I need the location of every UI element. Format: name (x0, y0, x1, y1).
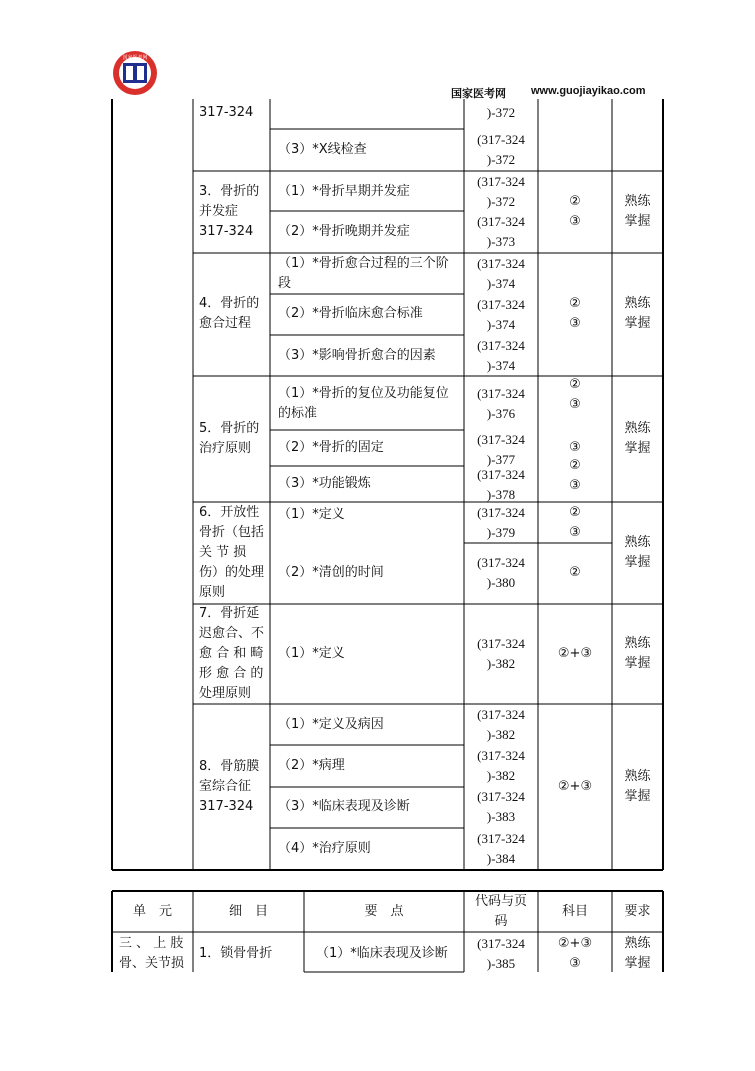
subject-cell: ②+③ ③ (557, 936, 593, 971)
point-cell: （1）*骨折愈合过程的三个阶 段 (278, 256, 449, 291)
code-cell: (317-324 )-376 (477, 386, 525, 421)
detail-cell: 5．骨折的 治疗原则 (199, 421, 260, 456)
code-cell: (317-324 )-385 (477, 936, 525, 971)
code-cell: (317-324 )-382 (477, 636, 525, 671)
code-cell: (317-324 )-372 (477, 174, 525, 209)
point-cell: （2）*骨折临床愈合标准 (278, 306, 423, 321)
detail-cell: 6．开放性 骨折（包括 关 节 损 伤）的处理 原则 (199, 505, 265, 600)
requirement-cell: 熟练 掌握 (624, 535, 651, 570)
requirement-cell: 熟练 掌握 (624, 769, 651, 804)
point-cell: （2）*清创的时间 (278, 565, 384, 580)
point-cell: （4）*治疗原则 (278, 841, 371, 856)
code-cell: (317-324 )-380 (477, 555, 525, 590)
subject-cell: ② ③ (569, 296, 581, 331)
point-cell: （1）*临床表现及诊断 (316, 946, 448, 961)
subject-cell: ② ③ (569, 458, 581, 493)
point-cell: （1）*定义 (278, 507, 345, 522)
code-cell: (317-324 )-374 (477, 338, 525, 373)
point-cell: （3）*临床表现及诊断 (278, 799, 410, 814)
header-code: 代码与页 码 (474, 894, 527, 929)
requirement-cell: 熟练 掌握 (624, 936, 651, 971)
detail-cell: 4．骨折的 愈合过程 (199, 296, 260, 331)
header-unit: 单 元 (132, 904, 172, 919)
subject-cell: ② ③ (569, 505, 581, 540)
subject-cell: ② (569, 565, 581, 580)
subject-cell: ②+③ (557, 646, 593, 661)
site-name: 国家医考网 (451, 87, 506, 100)
point-cell: （1）*定义及病因 (278, 717, 384, 732)
header-subject: 科目 (561, 904, 588, 919)
code-cell: (317-324 )-383 (477, 789, 525, 824)
point-cell: （1）*定义 (278, 646, 345, 661)
subject-cell: ②+③ (557, 779, 593, 794)
detail-cell: 317-324 (199, 105, 254, 120)
point-cell: （3）*影响骨折愈合的因素 (278, 348, 436, 363)
code-cell: )-372 (486, 105, 516, 120)
subject-cell: ③ (569, 440, 581, 455)
code-cell: (317-324 )-382 (477, 748, 525, 783)
code-cell: (317-324 )-384 (477, 831, 525, 866)
unit-cell: 三 、 上 肢 骨、关节损 (119, 936, 185, 971)
point-cell: （1）*骨折的复位及功能复位 的标准 (278, 386, 449, 421)
site-url[interactable]: www.guojiayikao.com (531, 85, 646, 97)
detail-cell: 8．骨筋膜 室综合征 317-324 (199, 759, 260, 814)
code-cell: (317-324 )-379 (477, 505, 525, 540)
detail-cell: 3．骨折的 并发症 317-324 (199, 184, 260, 239)
requirement-cell: 熟练 掌握 (624, 194, 651, 229)
code-cell: (317-324 )-374 (477, 256, 525, 291)
point-cell: （2）*骨折的固定 (278, 440, 384, 455)
code-cell: (317-324 )-373 (477, 214, 525, 249)
requirement-cell: 熟练 掌握 (624, 636, 651, 671)
requirement-cell: 熟练 掌握 (624, 421, 651, 456)
header-point: 要 点 (364, 904, 404, 919)
point-cell: （2）*病理 (278, 758, 345, 773)
subject-cell: ② ③ (569, 194, 581, 229)
logo-text: 国家医考网 (122, 55, 148, 61)
code-cell: (317-324 )-378 (477, 467, 525, 502)
code-cell: (317-324 )-382 (477, 707, 525, 742)
code-cell: (317-324 )-372 (477, 132, 525, 167)
detail-cell: 7．骨折延 迟愈合、不 愈 合 和 畸 形 愈 合 的 处理原则 (199, 606, 265, 701)
header-requirement: 要求 (624, 904, 651, 919)
point-cell: （3）*X线检查 (278, 142, 367, 157)
detail-cell: 1．锁骨骨折 (199, 946, 273, 961)
point-cell: （1）*骨折早期并发症 (278, 184, 410, 199)
point-cell: （3）*功能锻炼 (278, 476, 371, 491)
requirement-cell: 熟练 掌握 (624, 296, 651, 331)
code-cell: (317-324 )-377 (477, 432, 525, 467)
code-cell: (317-324 )-374 (477, 297, 525, 332)
header-detail: 细 目 (228, 904, 268, 919)
point-cell: （2）*骨折晚期并发症 (278, 224, 410, 239)
subject-cell: ② ③ (569, 377, 581, 412)
